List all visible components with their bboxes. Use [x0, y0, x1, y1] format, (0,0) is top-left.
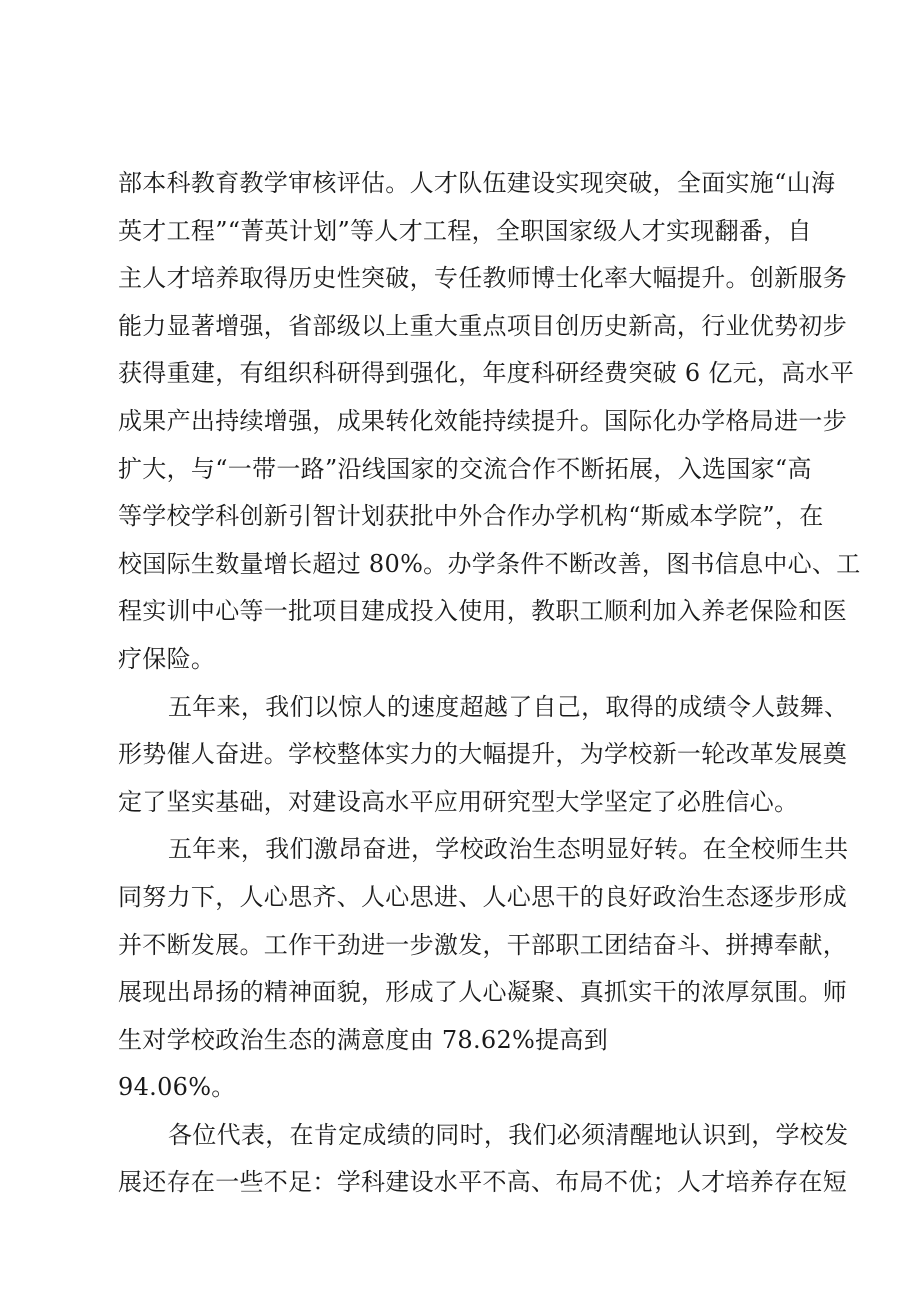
paragraph-political-ecology [118, 826, 849, 1112]
paragraph-achievements [118, 160, 861, 684]
text-line: 部本科教育教学审核评估。人才队伍建设实现突破，全面实施“山海 [118, 169, 836, 197]
text-line: 定了坚实基础，对建设高水平应用研究型大学坚定了必胜信心。 [118, 787, 799, 816]
text-line: 主人才培养取得历史性突破，专任教师博士化率大幅提升。创新服务 [118, 264, 847, 293]
paragraph-five-years-speed [118, 684, 849, 827]
text-line: 英才工程”“菁英计划”等人才工程，全职国家级人才实现翻番，自 [118, 216, 812, 245]
text-line: 能力显著增强，省部级以上重大重点项目创历史新高，行业优势初步 [118, 311, 847, 340]
text-line: 疗保险。 [118, 644, 216, 673]
text-line: 同努力下，人心思齐、人心思进、人心思干的良好政治生态逐步形成 [118, 882, 847, 911]
text-line: 展现出昂扬的精神面貌，形成了人心凝聚、真抓实干的浓厚氛围。师 [118, 978, 847, 1007]
paragraph-shortcomings [118, 1112, 849, 1207]
text-line: 校国际生数量增长超过 80%。办学条件不断改善，图书信息中心、工 [118, 549, 861, 578]
text-line: 生对学校政治生态的满意度由 78.62%提高到 [118, 1025, 609, 1054]
text-line: 程实训中心等一批项目建成投入使用，教职工顺利加入养老保险和医 [118, 597, 847, 626]
text-line: 五年来，我们以惊人的速度超越了自己，取得的成绩令人鼓舞、 [168, 692, 849, 721]
text-line: 形势催人奋进。学校整体实力的大幅提升，为学校新一轮改革发展奠 [118, 740, 847, 769]
text-line: 展还存在一些不足：学科建设水平不高、布局不优；人才培养存在短 [118, 1168, 847, 1197]
text-line: 五年来，我们激昂奋进，学校政治生态明显好转。在全校师生共 [168, 835, 849, 864]
text-line: 扩大，与“一带一路”沿线国家的交流合作不断拓展，入选国家“高 [118, 454, 812, 483]
text-line: 94.06%。 [118, 1073, 236, 1102]
text-line: 各位代表，在肯定成绩的同时，我们必须清醒地认识到，学校发 [168, 1120, 849, 1149]
text-line: 并不断发展。工作干劲进一步激发，干部职工团结奋斗、拼搏奉献， [118, 930, 847, 959]
text-line: 获得重建，有组织科研得到强化，年度科研经费突破 6 亿元，高水平 [118, 359, 855, 388]
text-line: 等学校学科创新引智计划获批中外合作办学机构“斯威本学院”，在 [118, 502, 824, 531]
body-text [118, 160, 861, 1207]
text-line: 成果产出持续增强，成果转化效能持续提升。国际化办学格局进一步 [118, 406, 847, 435]
